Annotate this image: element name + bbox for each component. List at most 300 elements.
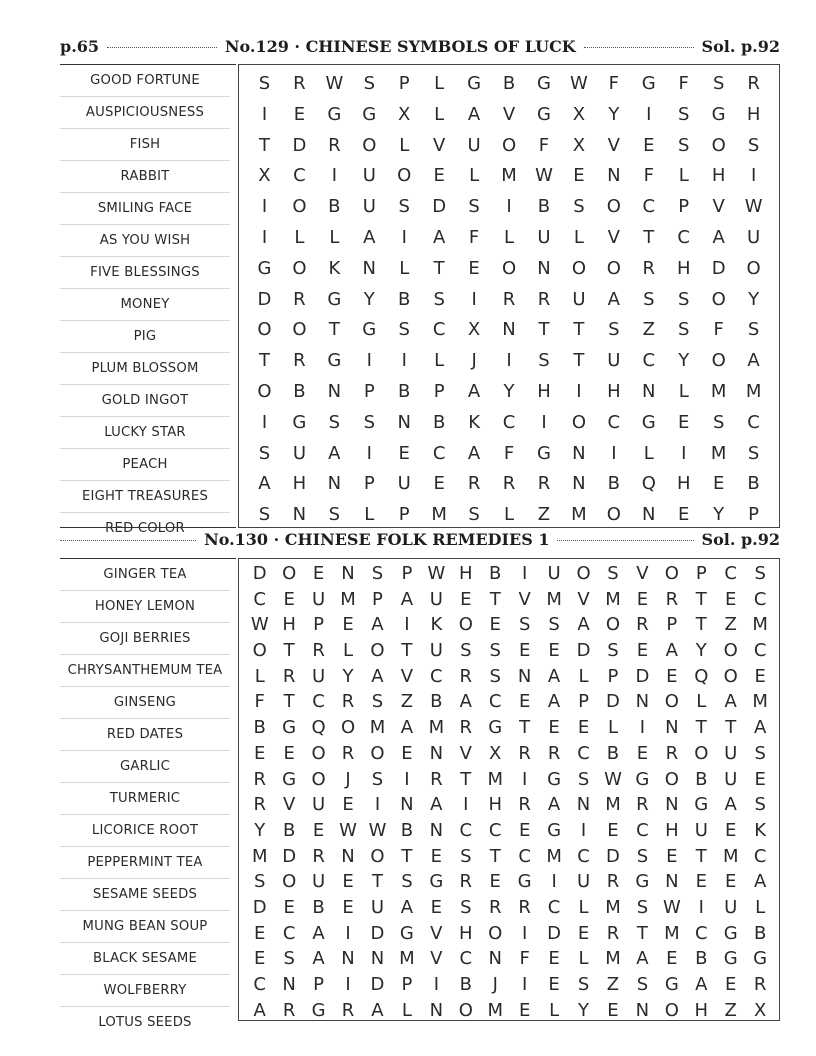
grid-letter: O bbox=[571, 411, 586, 433]
grid-row bbox=[245, 767, 775, 793]
grid-letter: H bbox=[488, 794, 502, 816]
grid-letter: E bbox=[725, 974, 737, 995]
grid-letter: B bbox=[293, 380, 306, 402]
grid-letter: O bbox=[362, 134, 377, 156]
word-list-item: EIGHT TREASURES bbox=[60, 481, 230, 513]
grid-letter: L bbox=[696, 691, 707, 713]
grid-letter: G bbox=[257, 257, 272, 279]
grid-letter: E bbox=[342, 614, 354, 636]
grid-letter: W bbox=[368, 819, 387, 841]
grid-letter: B bbox=[607, 473, 621, 495]
grid-letter: L bbox=[399, 257, 410, 279]
grid-letter: L bbox=[434, 350, 445, 372]
grid-letter: H bbox=[676, 473, 691, 495]
grid-letter: I bbox=[750, 165, 757, 187]
grid-letter: G bbox=[282, 717, 297, 739]
grid-letter: S bbox=[371, 691, 384, 713]
grid-letter: S bbox=[747, 134, 760, 156]
word-list-item: GOOD FORTUNE bbox=[60, 65, 230, 97]
grid-letter: R bbox=[341, 742, 355, 764]
grid-letter: H bbox=[292, 473, 307, 495]
grid-letter: Q bbox=[311, 717, 326, 739]
grid-letter: W bbox=[570, 73, 588, 94]
grid-letter: O bbox=[458, 614, 473, 636]
grid-letter: X bbox=[572, 103, 586, 125]
grid-letter: G bbox=[536, 103, 551, 125]
grid-letter: C bbox=[642, 196, 656, 218]
grid-letter: C bbox=[253, 974, 266, 995]
grid-letter: P bbox=[401, 974, 413, 995]
grid-row bbox=[247, 223, 771, 254]
grid-letter: T bbox=[283, 691, 295, 713]
grid-letter: M bbox=[369, 717, 386, 739]
grid-letter: P bbox=[398, 504, 410, 526]
grid-letter: O bbox=[370, 742, 385, 764]
grid-letter: S bbox=[433, 288, 445, 310]
grid-letter: R bbox=[753, 974, 767, 995]
grid-letter: C bbox=[747, 411, 760, 433]
grid-letter: W bbox=[325, 73, 344, 94]
grid-letter: N bbox=[362, 257, 377, 279]
grid-letter: C bbox=[488, 819, 502, 841]
grid-letter: N bbox=[502, 319, 516, 341]
grid-letter: M bbox=[251, 845, 268, 867]
grid-letter: O bbox=[694, 742, 709, 764]
grid-letter: N bbox=[635, 999, 650, 1021]
word-list-item: GINSENG bbox=[60, 687, 230, 719]
grid-letter: E bbox=[666, 845, 678, 867]
grid-letter: A bbox=[371, 665, 384, 687]
grid-letter: A bbox=[432, 226, 446, 248]
grid-letter: R bbox=[253, 768, 266, 790]
grid-letter: P bbox=[695, 563, 707, 584]
grid-letter: O bbox=[292, 196, 307, 218]
grid-letter: L bbox=[399, 134, 410, 156]
grid-letter: S bbox=[678, 103, 690, 125]
grid-letter: L bbox=[755, 896, 766, 918]
grid-letter: B bbox=[606, 742, 620, 764]
grid-letter: I bbox=[471, 288, 477, 310]
grid-letter: P bbox=[433, 380, 445, 402]
grid-letter: N bbox=[327, 473, 342, 495]
grid-letter: D bbox=[635, 665, 650, 687]
grid-letter: Z bbox=[642, 319, 655, 341]
grid-letter: C bbox=[753, 640, 767, 662]
grid-letter: V bbox=[459, 742, 472, 764]
grid-row bbox=[247, 408, 771, 439]
grid-letter: C bbox=[607, 411, 621, 433]
grid-letter: C bbox=[282, 922, 296, 944]
grid-row bbox=[247, 254, 771, 285]
grid-letter: A bbox=[371, 999, 384, 1021]
grid-letter: U bbox=[607, 350, 621, 372]
grid-letter: C bbox=[432, 319, 446, 341]
grid-letter: N bbox=[635, 691, 650, 713]
grid-letter: I bbox=[261, 196, 268, 218]
grid-letter: T bbox=[401, 640, 413, 662]
word-list-item: RABBIT bbox=[60, 161, 230, 193]
grid-letter: K bbox=[468, 411, 480, 433]
grid-letter: C bbox=[488, 691, 502, 713]
grid-letter: S bbox=[398, 319, 410, 341]
grid-letter: U bbox=[362, 196, 376, 218]
grid-letter: S bbox=[573, 196, 585, 218]
word-list-item: WOLFBERRY bbox=[60, 975, 230, 1007]
grid-letter: L bbox=[549, 999, 560, 1021]
grid-letter: X bbox=[753, 999, 767, 1021]
grid-letter: I bbox=[366, 442, 372, 464]
grid-letter: N bbox=[488, 948, 502, 970]
grid-letter: O bbox=[605, 614, 621, 636]
grid-letter: N bbox=[665, 717, 679, 739]
grid-letter: G bbox=[399, 922, 414, 944]
grid-letter: F bbox=[713, 319, 724, 341]
word-list-item: LOTUS SEEDS bbox=[98, 1015, 192, 1030]
grid-letter: R bbox=[312, 845, 325, 867]
grid-letter: O bbox=[664, 768, 679, 790]
grid-letter: N bbox=[572, 442, 586, 464]
grid-letter: A bbox=[665, 640, 678, 662]
grid-letter: L bbox=[578, 665, 589, 687]
grid-letter: G bbox=[536, 73, 551, 94]
grid-letter: E bbox=[573, 165, 585, 187]
grid-row bbox=[245, 946, 775, 972]
grid-letter: P bbox=[313, 974, 325, 995]
grid-letter: U bbox=[429, 640, 443, 662]
grid-letter: L bbox=[434, 73, 445, 94]
grid-letter: X bbox=[489, 742, 502, 764]
dot-leader bbox=[584, 47, 694, 48]
grid-letter: M bbox=[605, 588, 621, 610]
grid-letter: V bbox=[282, 794, 296, 816]
grid-letter: S bbox=[489, 640, 501, 662]
grid-letter: O bbox=[711, 134, 726, 156]
grid-letter: W bbox=[427, 563, 446, 584]
grid-letter: W bbox=[250, 614, 269, 636]
grid-letter: C bbox=[724, 563, 737, 584]
grid-letter: E bbox=[293, 103, 306, 125]
grid-letter: B bbox=[253, 717, 266, 739]
grid-letter: O bbox=[458, 999, 473, 1021]
grid-letter: S bbox=[328, 411, 341, 433]
grid-letter: M bbox=[710, 380, 727, 402]
grid-letter: E bbox=[666, 948, 678, 970]
grid-letter: R bbox=[518, 742, 531, 764]
grid-letter: T bbox=[489, 588, 501, 610]
grid-letter: V bbox=[636, 563, 649, 584]
grid-letter: M bbox=[571, 504, 587, 526]
grid-letter: I bbox=[404, 768, 410, 790]
grid-letter: T bbox=[283, 640, 295, 662]
grid-letter: P bbox=[666, 614, 678, 636]
grid-letter: T bbox=[328, 319, 340, 341]
grid-letter: P bbox=[401, 563, 413, 584]
grid-letter: G bbox=[467, 73, 482, 94]
grid-letter: R bbox=[282, 665, 296, 687]
grid-letter: P bbox=[363, 380, 375, 402]
grid-letter: V bbox=[607, 226, 620, 248]
grid-letter: R bbox=[537, 473, 551, 495]
grid-letter: Y bbox=[363, 288, 375, 310]
grid-letter: B bbox=[282, 819, 296, 841]
dot-leader bbox=[107, 47, 217, 48]
grid-letter: O bbox=[606, 196, 621, 218]
grid-letter: S bbox=[607, 563, 619, 584]
grid-letter: A bbox=[547, 665, 561, 687]
grid-letter: N bbox=[282, 974, 296, 995]
grid-letter: D bbox=[606, 845, 620, 867]
grid-letter: N bbox=[642, 380, 656, 402]
grid-letter: S bbox=[328, 504, 341, 526]
grid-letter: F bbox=[519, 948, 530, 970]
grid-letter: R bbox=[459, 665, 473, 687]
grid-letter: R bbox=[459, 871, 473, 893]
grid-letter: S bbox=[754, 742, 766, 764]
grid-letter: E bbox=[489, 614, 501, 636]
grid-letter: C bbox=[694, 922, 708, 944]
grid-row bbox=[247, 469, 771, 500]
grid-letter: I bbox=[576, 380, 582, 402]
grid-letter: W bbox=[339, 819, 357, 841]
grid-letter: K bbox=[754, 819, 767, 841]
grid-letter: F bbox=[643, 165, 654, 187]
grid-letter: N bbox=[665, 794, 679, 816]
grid-letter: D bbox=[547, 922, 562, 944]
grid-letter: A bbox=[753, 717, 767, 739]
grid-letter: E bbox=[430, 845, 443, 867]
grid-letter: O bbox=[311, 742, 326, 764]
grid-letter: Z bbox=[537, 504, 551, 526]
grid-letter: A bbox=[371, 614, 384, 636]
grid-letter: S bbox=[747, 319, 760, 341]
grid-letter: C bbox=[642, 350, 656, 372]
grid-letter: F bbox=[254, 691, 265, 713]
grid-letter: R bbox=[430, 768, 443, 790]
grid-letter: D bbox=[282, 845, 297, 867]
grid-letter: E bbox=[577, 717, 590, 739]
grid-row bbox=[247, 131, 771, 162]
grid-letter: W bbox=[604, 768, 622, 790]
grid-letter: M bbox=[722, 845, 739, 867]
grid-letter: I bbox=[374, 794, 381, 816]
grid-letter: M bbox=[752, 614, 768, 636]
word-list-item: LICORICE ROOT bbox=[60, 815, 230, 847]
dot-leader bbox=[60, 540, 196, 541]
grid-letter: B bbox=[537, 196, 551, 218]
grid-letter: F bbox=[608, 73, 620, 94]
grid-letter: I bbox=[463, 794, 469, 816]
grid-letter: S bbox=[636, 845, 649, 867]
grid-letter: S bbox=[283, 948, 295, 970]
grid-row bbox=[245, 689, 775, 715]
grid-letter: E bbox=[468, 257, 480, 279]
grid-letter: X bbox=[572, 134, 586, 156]
grid-letter: C bbox=[312, 691, 325, 713]
word-list-item: HONEY LEMON bbox=[60, 591, 230, 623]
grid-row bbox=[247, 192, 771, 223]
grid-letter: O bbox=[576, 563, 591, 584]
grid-letter: H bbox=[459, 563, 473, 584]
word-list-item: LUCKY STAR bbox=[60, 417, 230, 449]
grid-letter: M bbox=[340, 588, 356, 610]
grid-letter: E bbox=[548, 974, 560, 995]
grid-letter: E bbox=[678, 504, 690, 526]
word-list-129 bbox=[60, 65, 230, 544]
grid-letter: A bbox=[636, 948, 649, 970]
grid-letter: R bbox=[341, 999, 355, 1021]
grid-letter: U bbox=[467, 134, 481, 156]
grid-letter: S bbox=[643, 288, 655, 310]
grid-letter: N bbox=[572, 473, 586, 495]
grid-letter: O bbox=[370, 640, 385, 662]
grid-letter: V bbox=[430, 922, 443, 944]
dot-leader bbox=[557, 540, 693, 541]
grid-letter: I bbox=[401, 350, 407, 372]
grid-letter: E bbox=[342, 794, 354, 816]
grid-letter: A bbox=[607, 288, 620, 310]
grid-letter: E bbox=[548, 717, 560, 739]
grid-letter: I bbox=[261, 226, 268, 248]
grid-row bbox=[247, 346, 771, 377]
grid-letter: I bbox=[261, 103, 268, 125]
grid-letter: M bbox=[605, 794, 621, 816]
grid-letter: O bbox=[606, 504, 621, 526]
grid-letter: O bbox=[488, 922, 503, 944]
grid-letter: U bbox=[397, 473, 411, 495]
grid-letter: D bbox=[711, 257, 726, 279]
word-list-item: MUNG BEAN SOUP bbox=[60, 911, 230, 943]
grid-letter: L bbox=[504, 226, 515, 248]
grid-letter: S bbox=[460, 845, 472, 867]
grid-letter: Z bbox=[606, 974, 620, 995]
grid-letter: M bbox=[546, 588, 562, 610]
grid-letter: O bbox=[606, 257, 621, 279]
grid-letter: S bbox=[636, 896, 649, 918]
grid-letter: E bbox=[725, 871, 737, 893]
grid-letter: E bbox=[548, 948, 560, 970]
grid-letter: M bbox=[546, 845, 562, 867]
grid-letter: M bbox=[428, 717, 445, 739]
grid-letter: O bbox=[397, 165, 412, 187]
grid-letter: M bbox=[431, 504, 447, 526]
grid-letter: E bbox=[643, 134, 655, 156]
grid-letter: G bbox=[488, 717, 503, 739]
grid-letter: E bbox=[712, 473, 725, 495]
grid-letter: R bbox=[312, 640, 325, 662]
grid-letter: A bbox=[695, 974, 708, 995]
grid-letter: A bbox=[400, 896, 414, 918]
grid-letter: C bbox=[459, 819, 473, 841]
grid-letter: U bbox=[547, 563, 561, 584]
grid-letter: Y bbox=[713, 504, 725, 526]
grid-letter: Y bbox=[748, 288, 760, 310]
grid-letter: W bbox=[744, 196, 763, 218]
grid-letter: E bbox=[725, 588, 737, 610]
grid-letter: B bbox=[312, 896, 325, 918]
grid-letter: W bbox=[662, 896, 681, 918]
grid-letter: O bbox=[282, 871, 297, 893]
grid-letter: R bbox=[341, 691, 355, 713]
grid-letter: V bbox=[502, 103, 516, 125]
grid-letter: R bbox=[282, 999, 296, 1021]
grid-letter: A bbox=[712, 226, 725, 248]
grid-letter: U bbox=[694, 819, 708, 841]
grid-letter: E bbox=[460, 588, 472, 610]
grid-letter: G bbox=[292, 411, 307, 433]
grid-letter: O bbox=[311, 768, 326, 790]
grid-letter: R bbox=[606, 871, 620, 893]
solution-page: Sol. p.92 bbox=[701, 37, 781, 56]
grid-letter: L bbox=[364, 504, 375, 526]
grid-letter: C bbox=[753, 588, 767, 610]
grid-letter: E bbox=[433, 473, 445, 495]
grid-letter: L bbox=[678, 165, 689, 187]
letter-grid-129 bbox=[238, 64, 780, 528]
grid-letter: E bbox=[430, 896, 443, 918]
grid-letter: L bbox=[329, 226, 340, 248]
grid-letter: U bbox=[429, 588, 443, 610]
grid-letter: E bbox=[548, 640, 560, 662]
grid-letter: S bbox=[398, 196, 410, 218]
grid-letter: N bbox=[341, 563, 355, 584]
grid-letter: T bbox=[695, 614, 707, 636]
grid-letter: A bbox=[467, 442, 481, 464]
letter-grid-130 bbox=[238, 558, 780, 1021]
grid-letter: K bbox=[430, 614, 443, 636]
grid-letter: I bbox=[345, 974, 351, 995]
grid-letter: Z bbox=[400, 691, 414, 713]
word-list-item: AUSPICIOUSNESS bbox=[60, 97, 230, 129]
grid-letter: A bbox=[400, 717, 414, 739]
grid-letter: G bbox=[635, 768, 650, 790]
grid-letter: S bbox=[254, 871, 266, 893]
grid-row bbox=[245, 972, 775, 998]
grid-letter: T bbox=[573, 319, 585, 341]
grid-letter: R bbox=[488, 896, 502, 918]
grid-letter: L bbox=[578, 896, 589, 918]
word-list-item: PEPPERMINT TEA bbox=[60, 847, 230, 879]
grid-letter: V bbox=[518, 588, 531, 610]
grid-letter: Y bbox=[578, 999, 590, 1021]
grid-letter: A bbox=[724, 794, 737, 816]
grid-letter: E bbox=[398, 442, 410, 464]
grid-letter: I bbox=[433, 974, 439, 995]
grid-letter: B bbox=[400, 819, 414, 841]
grid-letter: P bbox=[398, 73, 410, 94]
grid-letter: S bbox=[538, 350, 550, 372]
grid-letter: R bbox=[502, 288, 516, 310]
grid-letter: G bbox=[327, 103, 342, 125]
grid-letter: E bbox=[312, 563, 325, 584]
grid-row bbox=[245, 818, 775, 844]
grid-letter: C bbox=[430, 665, 443, 687]
grid-letter: O bbox=[252, 640, 267, 662]
grid-letter: S bbox=[371, 768, 384, 790]
grid-letter: E bbox=[754, 665, 766, 687]
grid-letter: A bbox=[467, 103, 481, 125]
grid-letter: T bbox=[695, 845, 707, 867]
grid-letter: H bbox=[694, 999, 709, 1021]
grid-letter: N bbox=[607, 165, 621, 187]
grid-letter: A bbox=[459, 691, 472, 713]
grid-letter: R bbox=[636, 794, 649, 816]
grid-row bbox=[245, 869, 775, 895]
grid-letter: G bbox=[429, 871, 444, 893]
grid-letter: N bbox=[537, 257, 551, 279]
grid-letter: T bbox=[433, 257, 445, 279]
grid-letter: I bbox=[681, 442, 687, 464]
grid-letter: S bbox=[678, 288, 690, 310]
